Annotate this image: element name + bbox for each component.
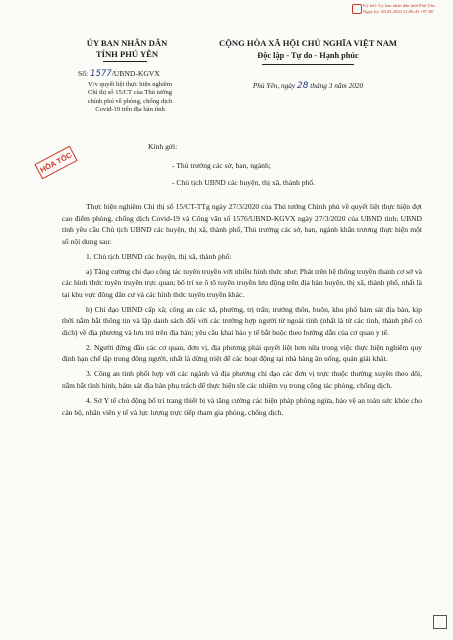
paragraph-item-3: 3. Công an tỉnh phối hợp với các ngành và địa phương chỉ đạo các đơn vị trực thuộc thường xuyên theo dõi, nắm bắt tình hình, bám sát địa bàn phụ trách để thực hiện tốt các nhiệm vụ trong công tác phòng, chống dịch. bbox=[62, 369, 422, 390]
digital-signature bbox=[352, 2, 452, 22]
recipient-1: - Thủ trưởng các sở, ban, ngành; bbox=[172, 161, 271, 170]
doc-number-suffix: /UBND-KGVX bbox=[111, 69, 160, 78]
national-motto: Độc lập - Tự do - Hạnh phúc bbox=[257, 51, 359, 60]
signature-badge-icon bbox=[352, 4, 362, 14]
paragraph-item-1: 1. Chủ tịch UBND các huyện, thị xã, thành phố: bbox=[86, 251, 232, 261]
motto-divider bbox=[262, 64, 354, 65]
date-line bbox=[198, 81, 418, 91]
signature-signer: Ký bởi: Ủy ban nhân dân tỉnh Phú Yên bbox=[363, 3, 435, 8]
subject-line-4: Covid-19 trên địa bàn tỉnh bbox=[95, 106, 165, 114]
doc-number-handwritten: 1577 bbox=[90, 69, 112, 79]
agency-divider bbox=[103, 61, 147, 62]
paragraph-item-2: 2. Người đứng đầu các cơ quan, đơn vị, địa phương phải quyết liệt hơn nữa trong việc thực hiện nghiêm quy định hạn chế tập trung đông người, nhất là dừng triệt để các hoạt động tại nhà hàng ăn uống, quán giải khát. bbox=[62, 342, 422, 364]
agency-line-2: TỈNH PHÚ YÊN bbox=[95, 49, 159, 59]
document-number bbox=[78, 69, 160, 79]
urgent-stamp: HỎA TỐC bbox=[34, 146, 77, 180]
date-prefix: Phú Yên, ngày bbox=[252, 81, 296, 90]
page-corner-mark bbox=[433, 615, 447, 629]
paragraph-intro: Thực hiện nghiêm Chỉ thị số 15/CT-TTg ngày 27/3/2020 của Thủ tướng Chính phủ về quyết liệt thực hiện đợt cao điểm phòng, chống dịch Covid-19 và Công văn số 1576/UBND-KGVX ngày 27/3/2020 của UBND tỉnh; UBND tỉnh yêu cầu Chủ tịch UBND các huyện, thị xã, thành phố, Thủ trưởng các sở, ban, ngành khẩn trương thực hiện một số nội dung sau: bbox=[62, 202, 422, 246]
nation-name: CỘNG HÒA XÃ HỘI CHỦ NGHĨA VIỆT NAM bbox=[218, 38, 398, 48]
doc-number-prefix: Số: bbox=[78, 69, 89, 78]
recipient-2: - Chủ tịch UBND các huyện, thị xã, thành phố. bbox=[172, 178, 315, 187]
document-subject bbox=[66, 81, 194, 115]
agency-name bbox=[62, 38, 192, 60]
agency-line-1: ỦY BAN NHÂN DÂN bbox=[86, 38, 168, 48]
paragraph-item-1a: a) Tăng cường chỉ đạo công tác tuyên truyền với nhiều hình thức như: Phát trên hệ thống truyền thanh cơ sở và các hình thức tuyên truyền trực quan; bố trí xe ô tô tuyên truyền lưu động trên địa bàn huyện, thị xã, thành phố, nhất là tại khu vực đông dân cư và các hình thức tuyên truyền khác. bbox=[62, 266, 422, 299]
signature-date: Ngày ký: 28.03.2020 21:06:45 +07:00 bbox=[363, 8, 434, 14]
paragraph-item-4: 4. Sở Y tế chủ động bố trí trang thiết bị và tăng cường các biện pháp phòng ngừa, bảo vệ an toàn sức khỏe cho cán bộ, nhân viên y tế và lực lượng trực tiếp tham gia phòng, chống dịch. bbox=[62, 396, 422, 417]
subject-line-3: chính phủ về phòng, chống dịch bbox=[87, 97, 173, 105]
document-body bbox=[62, 201, 422, 422]
greeting: Kính gửi: bbox=[148, 142, 178, 151]
subject-line-2: Chỉ thị số 15/CT của Thủ tướng bbox=[87, 89, 173, 97]
date-day-handwritten: 28 bbox=[297, 81, 309, 91]
subject-line-1: V/v quyết liệt thực hiện nghiêm bbox=[88, 81, 172, 88]
paragraph-item-1b: b) Chỉ đạo UBND cấp xã; công an các xã, phường, trị trấn; trưởng thôn, buôn, khu phố bám sát địa bàn, kịp thời nắm bắt thông tin và lập danh sách đối với các trường hợp người từ ngoài tỉnh (nhất là từ các tỉnh, thành phố có dịch) về địa phương và lưu trú trên địa bàn; yêu cầu khai báo y tế bắt buộc theo hướng dẫn của cơ quan y tế. bbox=[62, 304, 422, 337]
date-suffix: tháng 3 năm 2020 bbox=[310, 81, 364, 90]
